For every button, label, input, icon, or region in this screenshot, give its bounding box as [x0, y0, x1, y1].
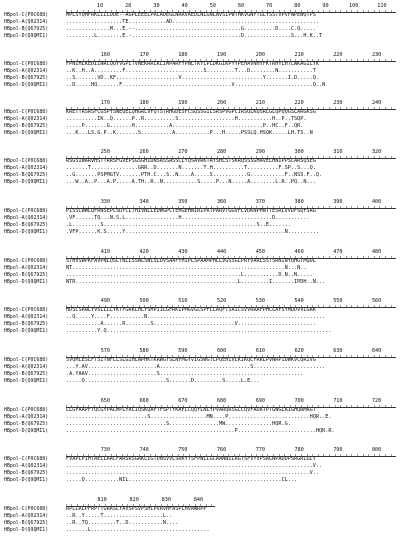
ruler-number: 640 — [371, 348, 382, 354]
sequence-label: HBpol-B(Q67925) — [4, 272, 49, 279]
sequence-residues: .....P.......G.......H...........A.............................P..HC..F..QR. — [66, 123, 304, 130]
ruler-number: 210 — [255, 100, 266, 106]
sequence-residues: .VFP......K.S.....Y...................................................N.......... — [66, 229, 319, 236]
sequence-label: HBpol-D(Q9QMI1) — [4, 527, 49, 534]
sequence-row — [4, 428, 402, 435]
ruler-number: 260 — [139, 149, 149, 155]
ruler-number: 170 — [100, 100, 111, 106]
sequence-row — [4, 130, 402, 137]
ruler-number: 230 — [371, 52, 382, 58]
sequence-row — [4, 265, 402, 272]
alignment-block — [4, 447, 402, 484]
alignment-block — [4, 100, 402, 137]
sequence-label: HBpol-B(Q67925) — [4, 26, 49, 33]
sequence-label: HBpol-B(Q67925) — [4, 75, 49, 82]
sequence-residues: ..Q.....Y....F...........N......................................................... — [66, 314, 326, 321]
ruler-number: 560 — [371, 298, 382, 304]
sequence-row — [4, 123, 402, 130]
sequence-row — [4, 307, 402, 314]
ruler-ticks — [66, 206, 396, 209]
sequence-label: HBpol-B(Q67925) — [4, 321, 49, 328]
sequence-row — [4, 75, 402, 82]
ruler-ticks — [66, 107, 396, 110]
sequence-residues: LLGFAAPFTQCGYPALMPLYACIQSKQAFTFSPTYKAFLCQQYLNLYPVARQRSGLCQVFADATPTGWGLAIGHQRMRGT — [66, 407, 316, 414]
ruler-number: 730 — [100, 447, 111, 453]
sequence-row — [4, 513, 402, 520]
sequence-residues: HDSCSRNLYVSLLLLYKTFGRKLHLYSHPIILGFRKIPMGVGLSPFLLAQFTSAICSVVRRAFPHCLAFSYMDDVVLGAK — [66, 307, 316, 314]
sequence-residues: .VF......TQ...N.S.L.................H.............................D........... — [66, 215, 310, 222]
sequence-label: HBpol-D(Q9QMI1) — [4, 82, 49, 89]
sequence-row — [4, 272, 402, 279]
ruler-number: 760 — [216, 447, 227, 453]
ruler-number: 20 — [125, 3, 132, 9]
ruler-number: 710 — [333, 398, 343, 404]
ruler-number: 510 — [178, 298, 188, 304]
ruler-number: 660 — [139, 398, 149, 404]
ruler-number: 840 — [193, 497, 204, 503]
ruler-number: 500 — [139, 298, 149, 304]
sequence-row — [4, 421, 402, 428]
ruler-number: 610 — [255, 348, 266, 354]
ruler-number: 390 — [333, 199, 343, 205]
sequence-residues: ...Y.AV......................A.............................S....................... — [66, 364, 326, 371]
sequence-label: HBpol-A(Q02314) — [4, 314, 49, 321]
ruler-number: 190 — [216, 52, 227, 58]
sequence-label: HBpol-D(Q9QMI1) — [4, 130, 49, 137]
sequence-residues: FVAPLPIHTAELLAACFARSRSGAKLIGTDNSVVLSRKYTSFPWLLGCAANWILRGTSFVYVPSALNPADDPSRGRLGLY — [66, 456, 316, 463]
sequence-residues: ..............................................................................V.. — [66, 470, 319, 477]
sequence-row — [4, 109, 402, 116]
sequence-row — [4, 179, 402, 186]
sequence-residues: ......................................................P.........................HQR.R. — [66, 428, 335, 435]
ruler-number: 470 — [333, 249, 343, 255]
sequence-residues: STHVSWPKFAVPNLQSLTNLLSSNLSWLSLDVSAAFYHIPLSPAAMPHLLVGSSGLPRYVARLSSTSRNINYQHGTMQDL — [66, 258, 316, 265]
sequence-label: HBpol-C(P0C688) — [4, 357, 49, 364]
sequence-label: HBpol-A(Q02314) — [4, 19, 49, 26]
sequence-row — [4, 477, 402, 484]
sequence-residues: ..........................S..................MN....P..........................HQR..E. — [66, 414, 332, 421]
ruler-number: 280 — [216, 149, 227, 155]
sequence-row — [4, 208, 402, 215]
ruler-number: 450 — [255, 249, 266, 255]
sequence-row — [4, 82, 402, 89]
sequence-row — [4, 26, 402, 33]
alignment-block — [4, 52, 402, 89]
position-ruler — [4, 497, 402, 506]
sequence-label: HBpol-B(Q67925) — [4, 371, 49, 378]
ruler-number: 170 — [139, 52, 149, 58]
position-ruler — [4, 100, 402, 109]
ruler-number: 90 — [322, 3, 329, 9]
sequence-row — [4, 158, 402, 165]
sequence-label: HBpol-A(Q02314) — [4, 165, 49, 172]
ruler-number: 290 — [255, 149, 266, 155]
ruler-number: 650 — [100, 398, 111, 404]
ruler-ticks — [66, 355, 396, 358]
sequence-row — [4, 279, 402, 286]
sequence-row — [4, 19, 402, 26]
sequence-residues: ..R..Y.....T...................L.. — [66, 513, 173, 520]
ruler-number: 810 — [97, 497, 107, 503]
alignment-block — [4, 3, 402, 40]
sequence-residues: ..............M...E.--..................................G..........D....C.Q..... — [66, 26, 316, 33]
ruler-number: 830 — [161, 497, 171, 503]
sequence-residues: ..........IK..Q......P..R..........S..................H...........H..P..TSQP. — [66, 116, 307, 123]
ruler-number: 270 — [178, 149, 188, 155]
sequence-residues: ...W..A..P...A.P.....A.TH..R..N...........S.....P...N.....A........L.R..PQ..N... — [66, 179, 316, 186]
sequence-row — [4, 116, 402, 123]
sequence-label: HBpol-A(Q02314) — [4, 265, 49, 272]
sequence-row — [4, 506, 402, 513]
sequence-label: HBpol-A(Q02314) — [4, 215, 49, 222]
sequence-row — [4, 328, 402, 335]
alignment-block — [4, 348, 402, 385]
position-ruler — [4, 199, 402, 208]
ruler-number: 820 — [129, 497, 139, 503]
sequence-residues: ................................S................MW...............HQR.G. — [66, 421, 291, 428]
position-ruler — [4, 447, 402, 456]
sequence-row — [4, 258, 402, 265]
ruler-number: 630 — [333, 348, 343, 354]
sequence-residues: NTR....................................................L.........I.......IPDH..N... — [66, 279, 326, 286]
position-ruler — [4, 298, 402, 307]
sequence-residues: ..................TE............AD............................................... — [66, 19, 319, 26]
ruler-number: 200 — [216, 100, 227, 106]
ruler-number: 40 — [181, 3, 188, 9]
sequence-row — [4, 520, 402, 527]
ruler-number: 620 — [294, 348, 304, 354]
ruler-number: 190 — [178, 100, 188, 106]
ruler-number: 220 — [333, 52, 343, 58]
ruler-number: 50 — [209, 3, 216, 9]
sequence-label: HBpol-A(Q02314) — [4, 513, 49, 520]
ruler-number: 570 — [100, 348, 111, 354]
sequence-row — [4, 463, 402, 470]
sequence-residues: RPLLRLPFRPTTGRASLYAVSPSVPSHLPVRVHFASPLHVAWRPP — [66, 506, 207, 513]
ruler-number: 370 — [255, 199, 266, 205]
alignment-block — [4, 497, 402, 534]
ruler-number: 690 — [255, 398, 266, 404]
ruler-number: 530 — [255, 298, 266, 304]
sequence-label: HBpol-D(Q9QMI1) — [4, 229, 49, 236]
position-ruler — [4, 398, 402, 407]
sequence-label: HBpol-B(Q67925) — [4, 520, 49, 527]
ruler-number: 330 — [100, 199, 111, 205]
sequence-label: HBpol-D(Q9QMI1) — [4, 378, 49, 385]
ruler-number: 180 — [139, 100, 149, 106]
sequence-residues: ...........A......R........S..........................V......................... — [66, 321, 316, 328]
ruler-ticks — [66, 156, 396, 159]
ruler-number: 100 — [349, 3, 359, 9]
ruler-number: 30 — [153, 3, 160, 9]
ruler-number: 250 — [100, 149, 111, 155]
sequence-label: HBpol-A(Q02314) — [4, 414, 49, 421]
sequence-row — [4, 222, 402, 229]
ruler-ticks — [66, 454, 396, 457]
sequence-label: HBpol-B(Q67925) — [4, 172, 49, 179]
sequence-row — [4, 371, 402, 378]
sequence-row — [4, 172, 402, 179]
sequence-row — [4, 378, 402, 385]
ruler-number: 460 — [294, 249, 304, 255]
ruler-number: 220 — [294, 100, 304, 106]
ruler-number: 750 — [178, 447, 188, 453]
sequence-residues: NT....................................................................N...N.. — [66, 265, 307, 272]
ruler-number: 310 — [333, 149, 343, 155]
sequence-label: HBpol-C(P0C688) — [4, 158, 49, 165]
sequence-label: HBpol-A(Q02314) — [4, 463, 49, 470]
sequence-residues: ..G.......PSPMGTV.......PTH.C...S..N....A.....S...........G...........F..NSS.F..Q. — [66, 172, 323, 179]
sequence-row — [4, 314, 402, 321]
sequence-residues: .........L........E.-...................................D...............S...H.K..T — [66, 33, 323, 40]
sequence-label: HBpol-C(P0C688) — [4, 258, 49, 265]
sequence-label: HBpol-C(P0C688) — [4, 407, 49, 414]
sequence-residues: .L.........S.................................................S..E....... — [66, 222, 291, 229]
ruler-number: 480 — [371, 249, 382, 255]
ruler-number: 680 — [216, 398, 227, 404]
position-ruler — [4, 149, 402, 158]
sequence-residues: ........................................................L...........D.N..N..... — [66, 272, 313, 279]
ruler-number: 380 — [294, 199, 304, 205]
ruler-number: 590 — [178, 348, 188, 354]
sequence-residues: .......L...................................... — [66, 527, 210, 534]
ruler-number: 10 — [96, 3, 104, 9]
ruler-number: 320 — [371, 149, 382, 155]
sequence-residues: ..K..H..A.........F.........................S.........T...D........N...........T — [66, 68, 316, 75]
sequence-label: HBpol-C(P0C688) — [4, 456, 49, 463]
ruler-number: 80 — [294, 3, 301, 9]
sequence-row — [4, 407, 402, 414]
ruler-number: 400 — [371, 199, 382, 205]
sequence-label: HBpol-A(Q02314) — [4, 116, 49, 123]
ruler-number: 240 — [371, 100, 382, 106]
sequence-row — [4, 33, 402, 40]
alignment-block — [4, 398, 402, 435]
sequence-row — [4, 229, 402, 236]
sequence-label: HBpol-C(P0C688) — [4, 12, 49, 19]
sequence-residues: ..........Y.Q........................................................................ — [66, 328, 332, 335]
sequence-label: HBpol-B(Q67925) — [4, 421, 49, 428]
ruler-number: 720 — [371, 398, 382, 404]
ruler-number: 430 — [178, 249, 188, 255]
ruler-ticks — [66, 504, 215, 507]
alignment-block — [4, 149, 402, 186]
sequence-row — [4, 527, 402, 534]
ruler-number: 160 — [100, 52, 111, 58]
position-ruler — [4, 348, 402, 357]
ruler-number: 440 — [216, 249, 227, 255]
sequence-row — [4, 364, 402, 371]
ruler-number: 200 — [255, 52, 266, 58]
sequence-residues: ...K...LS.G.P..K.......S..........A...........P...H.....PSSLQ.HSQK.....LH.TS..N — [66, 130, 313, 137]
ruler-number: 210 — [294, 52, 304, 58]
alignment-block — [4, 199, 402, 236]
ruler-number: 420 — [139, 249, 149, 255]
alignment-block — [4, 298, 402, 335]
sequence-label: HBpol-A(Q02314) — [4, 68, 49, 75]
sequence-row — [4, 68, 402, 75]
sequence-row — [4, 357, 402, 364]
ruler-number: 110 — [377, 3, 387, 9]
ruler-number: 300 — [294, 149, 304, 155]
sequence-label: HBpol-B(Q67925) — [4, 123, 49, 130]
sequence-label: HBpol-C(P0C688) — [4, 61, 49, 68]
sequence-row — [4, 165, 402, 172]
ruler-number: 70 — [266, 3, 273, 9]
sequence-residues: ...............................................................................V.. — [66, 463, 323, 470]
ruler-number: 740 — [139, 447, 149, 453]
ruler-number: 360 — [216, 199, 227, 205]
sequence-label: HBpol-C(P0C688) — [4, 109, 49, 116]
sequence-label: HBpol-D(Q9QMI1) — [4, 328, 49, 335]
ruler-number: 520 — [216, 298, 227, 304]
sequence-label: HBpol-D(Q9QMI1) — [4, 279, 49, 286]
sequence-residues: FPNIHLKEDIINRCQQYVGPLTVNEKRRLKLIMPARFYPNLTKYLPLDKGIKPYYPEHAVNHYFKTRHYLHTLWKAGILYK — [66, 61, 319, 68]
ruler-ticks — [66, 10, 396, 13]
sequence-residues: ..R..TQ.........T..D...........N.... — [66, 520, 179, 527]
ruler-number: 770 — [255, 447, 266, 453]
ruler-number: 580 — [139, 348, 149, 354]
sequence-residues: KRETTRSASFCGSPYSWEQELQHGRLVFQTSTRHGDESFCSQSSGILSRSPVGPCIRSQLKQSRLGLQPQQGSLARGKSG — [66, 109, 316, 116]
sequence-label: HBpol-D(Q9QMI1) — [4, 179, 49, 186]
sequence-label: HBpol-A(Q02314) — [4, 364, 49, 371]
ruler-number: 180 — [178, 52, 188, 58]
sequence-residues: ..S.......VD..KF....................V..........................Y.......I.D.....Q. — [66, 75, 319, 82]
sequence-residues: .....Q..........................S.......D.........S.....L.E... — [66, 378, 260, 385]
sequence-residues: SVQHLESLFTSITNFLLSLGIHLNPHKTKRWGYSLNFMGYVIGSWGTLPQEHIVLKIKQCFRKLPVNRPIDWKVCQRIVG — [66, 357, 316, 364]
sequence-row — [4, 12, 402, 19]
position-ruler — [4, 52, 402, 61]
ruler-number: 600 — [216, 348, 227, 354]
sequence-residues: PISSCWWLQFRNSEPCSDYCLTHIVNLLEDWGPCTEHGEHNIRIPRTPARVTGGVFLVDKNPHNTTESRLVVDFSQFSRG — [66, 208, 316, 215]
position-ruler — [4, 249, 402, 258]
ruler-number: 490 — [100, 298, 111, 304]
sequence-label: HBpol-B(Q67925) — [4, 222, 49, 229]
ruler-number: 230 — [333, 100, 343, 106]
alignment-block — [4, 249, 402, 286]
sequence-label: HBpol-C(P0C688) — [4, 208, 49, 215]
sequence-residues: RSGSIWARVHSTTRRSFGVEPSGSGHIDNSASSASSCLYQSAVRKTAYSHLSTSKRQSSSGHAVELHNIPPSCARSQSEG — [66, 158, 316, 165]
sequence-row — [4, 456, 402, 463]
ruler-number: 60 — [237, 3, 245, 9]
position-ruler — [4, 3, 402, 12]
sequence-label: HBpol-D(Q9QMI1) — [4, 428, 49, 435]
ruler-number: 340 — [139, 199, 149, 205]
sequence-label: HBpol-D(Q9QMI1) — [4, 33, 49, 40]
ruler-ticks — [66, 256, 396, 259]
ruler-number: 670 — [178, 398, 188, 404]
ruler-number: 700 — [294, 398, 304, 404]
sequence-label: HBpol-C(P0C688) — [4, 307, 49, 314]
sequence-row — [4, 215, 402, 222]
sequence-row — [4, 321, 402, 328]
ruler-number: 790 — [333, 447, 343, 453]
sequence-residues: .......T...............GRR..D.......N.......T.H..........T..........F.SP..S...Q. — [66, 165, 316, 172]
sequence-row — [4, 414, 402, 421]
sequence-residues: MPLSYQHFRKLLLLDDE--AGPLEEELPRLADEGLNRRVAEDLNLGNLNVSIPWTHKVGNFTGLYSSTVPVFNPEWQTPS — [66, 12, 316, 19]
sequence-residues: .A.YAAV......................S.............................................. — [66, 371, 304, 378]
sequence-label: HBpol-D(Q9QMI1) — [4, 477, 49, 484]
ruler-ticks — [66, 305, 396, 308]
ruler-number: 540 — [294, 298, 304, 304]
sequence-residues: ..D.....HQ.......F...................................V.........................Q..N — [66, 82, 326, 89]
ruler-number: 550 — [333, 298, 343, 304]
ruler-number: 780 — [294, 447, 304, 453]
sequence-label: HBpol-C(P0C688) — [4, 506, 49, 513]
ruler-number: 410 — [100, 249, 111, 255]
sequence-row — [4, 61, 402, 68]
ruler-number: 800 — [371, 447, 382, 453]
ruler-number: 350 — [178, 199, 188, 205]
sequence-row — [4, 470, 402, 477]
ruler-ticks — [66, 405, 396, 408]
sequence-label: HBpol-B(Q67925) — [4, 470, 49, 477]
sequence-residues: .....Q...........NIL.................................................CL... — [66, 477, 298, 484]
ruler-ticks — [66, 59, 396, 62]
